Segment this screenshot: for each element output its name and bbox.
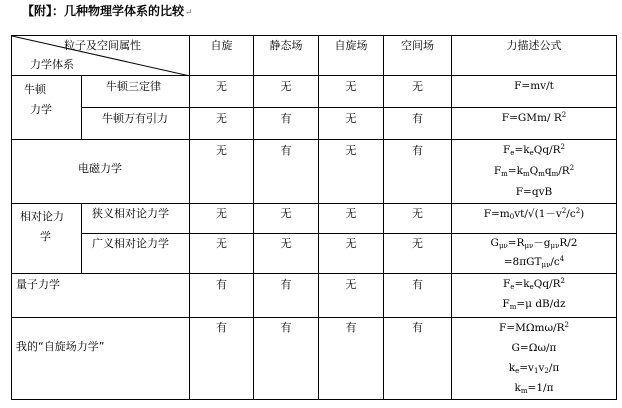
- row-label-general-rel: 广义相对论力学: [82, 234, 190, 274]
- table-row: 量子力学 有 有 无 有 $F_e=k_eQq/R^2$ $F_m=\mu$ dB/dz: [12, 274, 617, 318]
- table-row: 电磁力学 无 有 无 有 $F_e=k_eQq/R^2$ $F_m=k_mQ_mq_m/R^2$ F=qvB: [12, 140, 617, 204]
- group-newton: 牛顿 力学: [12, 76, 82, 140]
- comparison-table: [11, 35, 617, 400]
- row-label-quantum: 量子力学: [12, 274, 190, 318]
- header-space-field: 空间场: [384, 36, 452, 76]
- header-spin-field: 自旋场: [319, 36, 384, 76]
- table-row: 广义相对论力学 无 无 无 无 $G_{\mu\nu}=R_{\mu\nu}-g_{\mu\nu}R/2$ $=8\pi GT_{\mu\nu}/c^4$: [12, 234, 617, 274]
- header-spin: 自旋: [190, 36, 254, 76]
- row-label-special-rel: 狭义相对论力学: [82, 204, 190, 234]
- header-static-field: 静态场: [254, 36, 319, 76]
- table-row: 牛顿 力学 牛顿三定律 无 无 无 无 F=mv/t: [12, 76, 617, 108]
- group-relativity: 相对论力 学: [12, 204, 82, 274]
- header-diagonal-cell: [12, 36, 190, 76]
- row-label-em: 电磁力学: [12, 140, 190, 204]
- formula-em: $F_e=k_eQq/R^2$ $F_m=k_mQ_mq_m/R^2$ F=qvB: [452, 140, 617, 204]
- table-row: 牛顿万有引力 无 有 无 有 F=GMm/ $R^2$: [12, 108, 617, 140]
- table-row: 我的“自旋场力学” 有 有 有 有 $F=M\Omega m\omega/R^2$ G=Ωω/π $k_e=v_1v_2/\pi$ $k_m=1/\pi$: [12, 318, 617, 400]
- row-label-spin-field: 我的“自旋场力学”: [12, 318, 190, 400]
- formula-newton-laws: F=mv/t: [452, 76, 617, 108]
- formula-spin-field: $F=M\Omega m\omega/R^2$ G=Ωω/π $k_e=v_1v_2/\pi$ $k_m=1/\pi$: [452, 318, 617, 400]
- header-top-label: 粒子及空间属性: [64, 39, 141, 52]
- formula-gravity: F=GMm/ $R^2$: [452, 108, 617, 140]
- row-label-gravity: 牛顿万有引力: [82, 108, 190, 140]
- row-label-newton-laws: 牛顿三定律: [82, 76, 190, 108]
- formula-general-rel: $G_{\mu\nu}=R_{\mu\nu}-g_{\mu\nu}R/2$ $=8\pi GT_{\mu\nu}/c^4$: [452, 234, 617, 274]
- formula-special-rel: $F=m_0vt/√(1-v^2/c^2)$: [452, 204, 617, 234]
- page-title: 【附】：几种物理学体系的比较↵: [22, 4, 193, 18]
- header-force-formula: 力描述公式: [452, 36, 617, 76]
- formula-quantum: $F_e=k_eQq/R^2$ $F_m=\mu$ dB/dz: [452, 274, 617, 318]
- header-bottom-label: 力学体系: [30, 58, 74, 71]
- table-row: 相对论力 学 狭义相对论力学 无 无 无 无 $F=m_0vt/√(1-v^2/c^2)$: [12, 204, 617, 234]
